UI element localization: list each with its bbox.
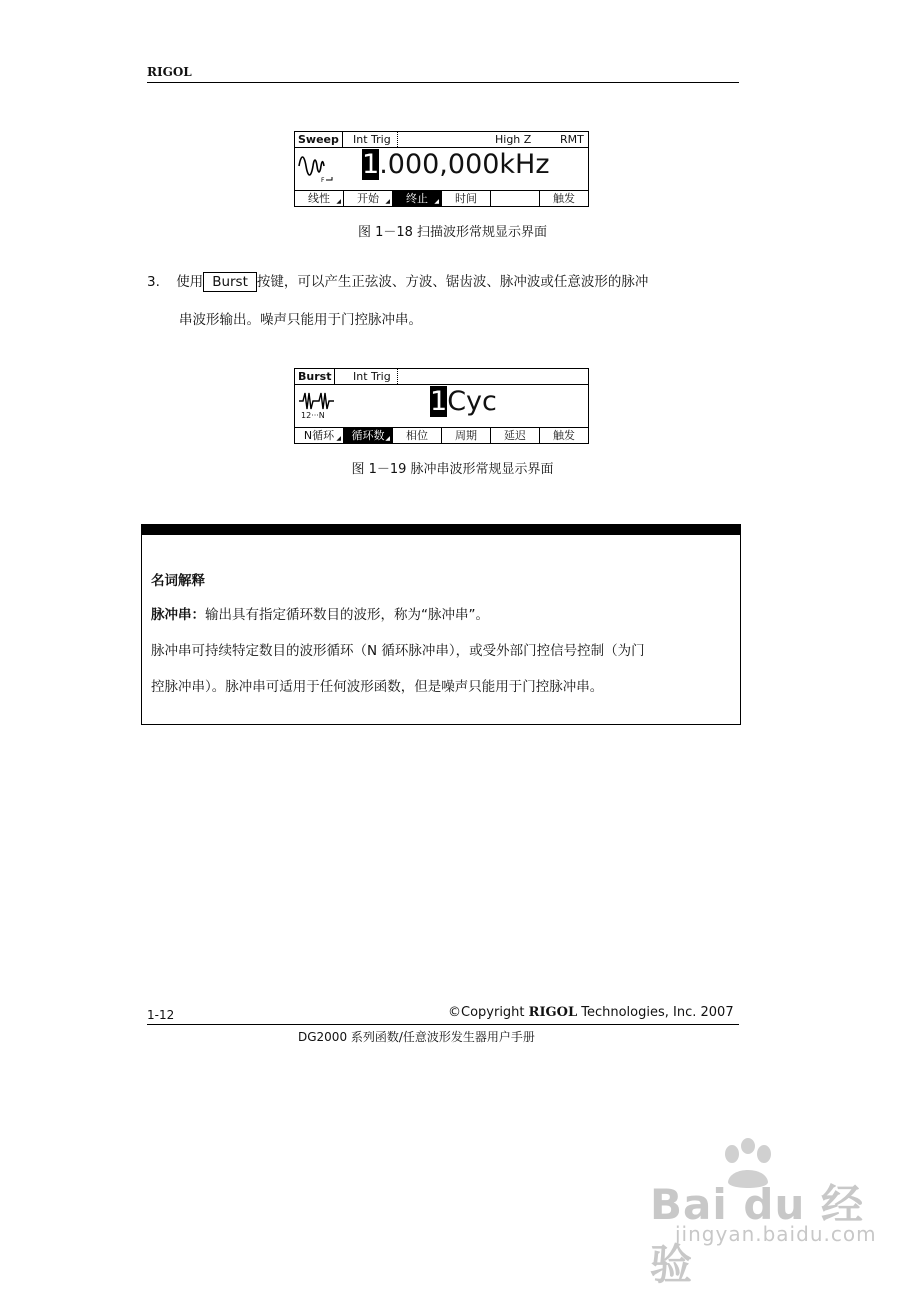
page-number: 1-12 [147, 1008, 175, 1022]
burst-mode-label: Burst [295, 369, 335, 384]
softkey-empty[interactable] [491, 191, 540, 206]
glossary-title: 名词解释 [151, 573, 205, 589]
footer-rule [147, 1024, 739, 1025]
manual-title: DG2000 系列函数/任意波形发生器用户手册 [298, 1030, 535, 1044]
sweep-wave-icon [298, 152, 338, 184]
figure-caption-19: 图 1－19 脉冲串波形常规显示界面 [351, 462, 554, 477]
watermark-logo: Bai du 经验 [650, 1180, 864, 1289]
burst-value-unit: Cyc [447, 386, 497, 417]
step-3-line-2: 串波形输出。噪声只能用于门控脉冲串。 [179, 312, 422, 328]
sweep-trigger-label: Int Trig [347, 132, 398, 147]
sweep-mode-label: Sweep [295, 132, 343, 147]
glossary-line-4: 控脉冲串）。脉冲串可适用于任何波形函数，但是噪声只能用于门控脉冲串。 [151, 679, 604, 695]
sweep-softkey-bar [295, 190, 588, 206]
burst-display [294, 368, 589, 444]
softkey-burst-trigger[interactable]: 触发 [553, 429, 575, 442]
burst-key: Burst [203, 272, 257, 292]
glossary-header-bar [142, 525, 740, 535]
step-3-line-1: 3. 使用 Burst 按键，可以产生正弦波、方波、锯齿波、脉冲波或任意波形的脉冲 [147, 274, 649, 290]
softkey-start[interactable]: 开始 ◢ [344, 191, 393, 206]
sweep-frequency-value [362, 150, 550, 180]
copyright: ©Copyright RIGOL Technologies, Inc. 2007 [448, 1005, 734, 1020]
sweep-value-digits: .000,000kHz [379, 149, 550, 180]
sweep-status-bar [295, 132, 588, 148]
glossary-definition: 脉冲串：输出具有指定循环数目的波形，称为“脉冲串”。 [151, 607, 489, 623]
burst-status-bar [295, 369, 588, 385]
watermark-url: jingyan.baidu.com [675, 1222, 877, 1246]
glossary-box [141, 524, 741, 725]
burst-softkey-bar [295, 427, 588, 443]
figure-caption-18: 图 1－18 扫描波形常规显示界面 [357, 225, 548, 240]
sweep-display [294, 131, 589, 207]
softkey-time[interactable]: 时间 [442, 191, 491, 206]
softkey-delay[interactable]: 延迟 [491, 428, 540, 443]
softkey-cycle-count[interactable]: 循环数 ◢ [344, 428, 393, 443]
glossary-line-3: 脉冲串可持续特定数目的波形循环（N 循环脉冲串），或受外部门控信号控制（为门 [151, 643, 645, 659]
softkey-phase[interactable]: 相位 [393, 428, 442, 443]
header-rule [147, 82, 739, 83]
burst-trigger-label: Int Trig [347, 369, 398, 384]
softkey-linear[interactable]: 线性 ◢ [295, 191, 344, 206]
burst-cycle-value [430, 387, 497, 417]
softkey-stop[interactable]: 终止 ◢ [393, 191, 442, 206]
softkey-trigger[interactable]: 触发 [553, 192, 575, 205]
impedance-label: High Z [495, 133, 532, 146]
burst-value-cursor: 1 [430, 386, 448, 417]
remote-label: RMT [560, 133, 584, 146]
svg-text:F: F [321, 177, 325, 184]
softkey-period[interactable]: 周期 [442, 428, 491, 443]
step-number: 3. [147, 274, 160, 290]
sweep-value-cursor: 1 [362, 149, 380, 180]
header-brand: RIGOL [147, 65, 192, 79]
burst-icon-label: 12···N [301, 411, 325, 420]
softkey-n-cycle[interactable]: N循环 ◢ [295, 428, 344, 443]
